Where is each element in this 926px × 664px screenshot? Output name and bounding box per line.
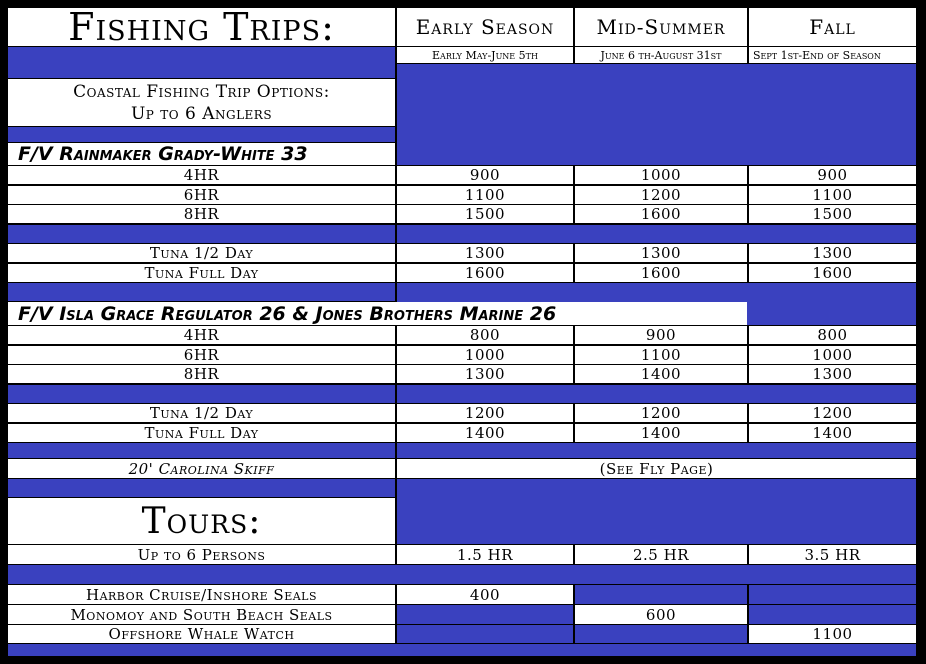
band xyxy=(8,225,395,243)
band xyxy=(8,385,395,403)
tours-duration-2: 2.5 HR xyxy=(575,545,747,564)
boat1-tuna-row-price: 1600 xyxy=(397,264,573,282)
boat1-hours-row-price: 1600 xyxy=(575,205,747,223)
boat1-hours-row-price: 900 xyxy=(749,166,916,184)
tours-title: Tours: xyxy=(8,498,395,544)
boat2-tuna-row-price: 1400 xyxy=(575,424,747,442)
boat1-hours-row-price: 1500 xyxy=(749,205,916,223)
boat2-hours-row-price: 1100 xyxy=(575,346,747,364)
boat1-name: F/V Rainmaker Grady-White 33 xyxy=(8,143,395,165)
band xyxy=(397,625,573,643)
coastal-options xyxy=(8,79,395,126)
tour-monomoy-price: 600 xyxy=(575,605,747,624)
boat1-hours-row-price: 1200 xyxy=(575,186,747,204)
boat2-hours-row-price: 1300 xyxy=(397,365,573,383)
boat1-hours-row-price: 1500 xyxy=(397,205,573,223)
band xyxy=(749,605,916,624)
boat1-hours-row-label: 6HR xyxy=(8,186,395,204)
season-header-mid: Mid-Summer xyxy=(575,8,747,46)
boat2-hours-row-label: 4HR xyxy=(8,326,395,344)
boat2-hours-row-price: 1300 xyxy=(749,365,916,383)
season-dates-early: Early May-June 5th xyxy=(397,47,573,63)
tour-harbor-label: Harbor Cruise/Inshore Seals xyxy=(8,585,395,604)
skiff-note[interactable]: (See Fly Page) xyxy=(397,459,916,478)
boat2-hours-row-label: 8HR xyxy=(8,365,395,383)
coastal-options-line1: Coastal Fishing Trip Options: xyxy=(73,81,330,102)
band xyxy=(397,64,916,165)
tours-persons: Up to 6 Persons xyxy=(8,545,395,564)
boat2-tuna-row-price: 1200 xyxy=(749,404,916,422)
band xyxy=(397,385,916,403)
band xyxy=(397,605,573,624)
band xyxy=(397,443,916,458)
tour-harbor-price: 400 xyxy=(397,585,573,604)
tours-duration-1: 1.5 HR xyxy=(397,545,573,564)
boat2-tuna-row-price: 1200 xyxy=(397,404,573,422)
band xyxy=(8,479,395,497)
tours-duration-3: 3.5 HR xyxy=(749,545,916,564)
boat1-hours-row-label: 8HR xyxy=(8,205,395,223)
boat1-hours-row-price: 1000 xyxy=(575,166,747,184)
boat1-tuna-row-price: 1300 xyxy=(397,244,573,262)
boat2-hours-row-price: 800 xyxy=(397,326,573,344)
band xyxy=(8,443,395,458)
boat2-hours-row-price: 1000 xyxy=(397,346,573,364)
band xyxy=(575,625,747,643)
band xyxy=(8,47,395,78)
boat2-hours-row-price: 1000 xyxy=(749,346,916,364)
band xyxy=(8,127,395,142)
boat2-hours-row-price: 1400 xyxy=(575,365,747,383)
boat2-tuna-row-price: 1400 xyxy=(749,424,916,442)
band xyxy=(8,644,916,656)
boat1-hours-row-price: 1100 xyxy=(397,186,573,204)
boat2-tuna-row-price: 1400 xyxy=(397,424,573,442)
boat2-tuna-row-label: Tuna 1/2 Day xyxy=(8,404,395,422)
band xyxy=(8,565,916,584)
season-header-early: Early Season xyxy=(397,8,573,46)
boat2-hours-row-price: 800 xyxy=(749,326,916,344)
tour-monomoy-label: Monomoy and South Beach Seals xyxy=(8,605,395,624)
boat1-hours-row-label: 4HR xyxy=(8,166,395,184)
boat2-tuna-row-price: 1200 xyxy=(575,404,747,422)
boat2-hours-row-label: 6HR xyxy=(8,346,395,364)
tour-whale-label: Offshore Whale Watch xyxy=(8,625,395,643)
coastal-options-line2: Up to 6 Anglers xyxy=(130,103,273,124)
boat2-name: F/V Isla Grace Regulator 26 & Jones Brothers Marine 26 xyxy=(8,302,747,325)
boat1-tuna-row-price: 1300 xyxy=(749,244,916,262)
boat2-hours-row-price: 900 xyxy=(575,326,747,344)
boat1-hours-row-price: 1100 xyxy=(749,186,916,204)
boat1-tuna-row-price: 1300 xyxy=(575,244,747,262)
band xyxy=(8,283,395,301)
tour-whale-price: 1100 xyxy=(749,625,916,643)
band xyxy=(749,585,916,604)
boat1-tuna-row-label: Tuna Full Day xyxy=(8,264,395,282)
band xyxy=(397,225,916,243)
skiff-label: 20' Carolina Skiff xyxy=(8,459,395,478)
boat1-tuna-row-price: 1600 xyxy=(575,264,747,282)
page-title: Fishing Trips: xyxy=(8,8,395,46)
season-dates-mid: June 6 th-August 31st xyxy=(575,47,747,63)
boat1-tuna-row-label: Tuna 1/2 Day xyxy=(8,244,395,262)
boat1-hours-row-price: 900 xyxy=(397,166,573,184)
band xyxy=(397,479,916,544)
boat2-tuna-row-label: Tuna Full Day xyxy=(8,424,395,442)
season-dates-fall: Sept 1st-End of Season xyxy=(749,47,916,63)
season-header-fall: Fall xyxy=(749,8,916,46)
band xyxy=(575,585,747,604)
boat1-tuna-row-price: 1600 xyxy=(749,264,916,282)
